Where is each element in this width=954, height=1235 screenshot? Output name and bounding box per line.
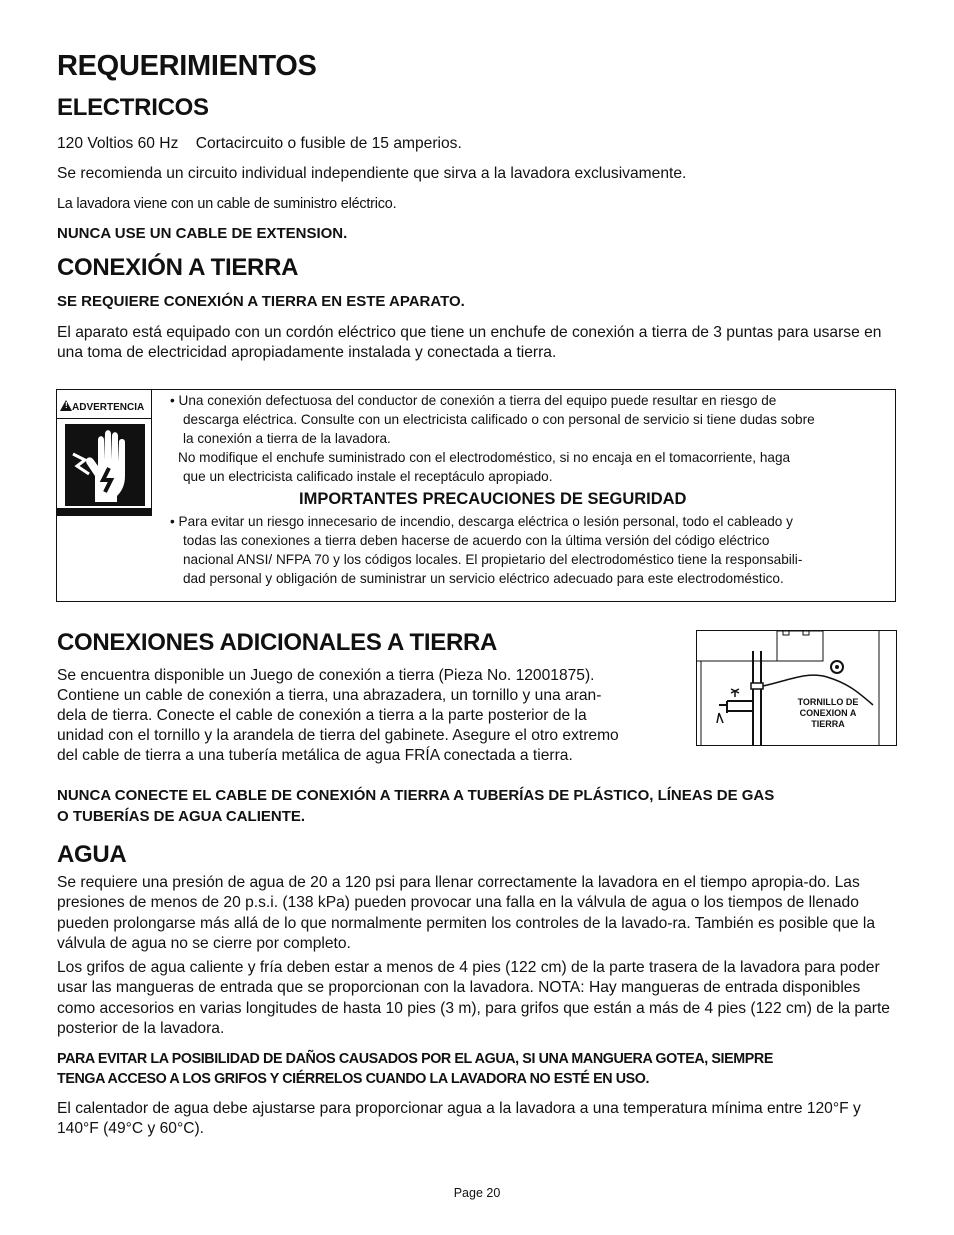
safety-text-4: dad personal y obligación de suministrar un servicio eléctrico adecuado para este electrodoméstico. [183,571,784,586]
warning-triangle-icon: ! [60,400,72,411]
agua-paragraph-3: El calentador de agua debe ajustarse para proporcionar agua a la lavadora a una temperatura mínima entre 120°F y 140°F (49°C y 60°C). [57,1100,861,1138]
warning-icon-panel [57,390,152,516]
warning-text-2: descarga eléctrica. Consulte con un electricista calificado o con personal de servicio si tiene dudas sobre [183,412,815,427]
section-heading-adicionales: CONEXIONES ADICIONALES A TIERRA [57,629,498,656]
adicionales-line-1: Se encuentra disponible un Juego de conexión a tierra (Pieza No. 12001875). [57,667,595,684]
safety-text-3: nacional ANSI/ NFPA 70 y los códigos locales. El propietario del electrodoméstico tiene la responsabili- [183,552,803,567]
electricos-line-1: 120 Voltios 60 Hz Cortacircuito o fusible de 15 amperios. [57,135,462,152]
adicionales-line-5: del cable de tierra a una tubería metálica de agua FRÍA conectada a tierra. [57,747,573,764]
electricos-line-2: Se recomienda un circuito individual independiente que sirva a la lavadora exclusivamente. [57,165,687,182]
warning-text-5: que un electricista calificado instale el receptáculo apropiado. [183,469,553,484]
conexion-requirement: SE REQUIERE CONEXIÓN A TIERRA EN ESTE APARATO. [57,293,465,310]
grounding-diagram [696,630,897,746]
section-heading-agua: AGUA [57,841,127,868]
agua-paragraph-1: Se requiere una presión de agua de 20 a 120 psi para llenar correctamente la lavadora en el tiempo apropia-do. Las presiones de menos de 20 p.s.i. (138 kPa) pueden provocar una falla en la válvula de agua o los tiempos de llenado pueden prolongarse más allá de lo que normalmente permiten los controles de la lavado-ra. También es posible que la válvula de agua no se cierre por completo. [57,874,876,952]
warning-text-1: • Una conexión defectuosa del conductor de conexión a tierra del equipo puede resultar en riesgo de [170,393,777,408]
adicionales-line-4: unidad con el tornillo y la arandela de tierra del gabinete. Asegure el otro extremo [57,727,619,744]
adicionales-warning-2: O TUBERÍAS DE AGUA CALIENTE. [57,808,306,825]
electricos-warning: NUNCA USE UN CABLE DE EXTENSION. [57,225,348,242]
warning-text-4: No modifique el enchufe suministrado con el electrodoméstico, si no encaja en el tomacorriente, haga [178,450,791,465]
warning-text-3: la conexión a tierra de la lavadora. [183,431,391,446]
warning-label: ! ADVERTENCIA [60,400,144,413]
section-heading-conexion: CONEXIÓN A TIERRA [57,254,299,281]
agua-warning-1: PARA EVITAR LA POSIBILIDAD DE DAÑOS CAUSADOS POR EL AGUA, SI UNA MANGUERA GOTEA, SIEMPRE [57,1051,773,1067]
adicionales-line-2: Contiene un cable de conexión a tierra, una abrazadera, un tornillo y una aran- [57,687,602,704]
warning-box [56,389,896,602]
electricos-line-3: La lavadora viene con un cable de suministro eléctrico. [57,196,397,212]
safety-text-1: • Para evitar un riesgo innecesario de incendio, descarga eléctrica o lesión personal, todo el cableado y [170,514,793,529]
safety-subheading: IMPORTANTES PRECAUCIONES DE SEGURIDAD [299,490,687,508]
agua-paragraph-2: Los grifos de agua caliente y fría deben estar a menos de 4 pies (122 cm) de la parte trasera de la lavadora para poder usar las mangueras de entrada que se proporcionan con la lavadora. NOTA: Hay mangueras de entrada disponibles como accesorios en varias longitudes de hasta 10 pies (3 m), para grifos que están a más de 4 pies (122 cm) de la parte posterior de la lavadora. [57,959,890,1037]
adicionales-line-3: dela de tierra. Conecte el cable de conexión a tierra a la parte posterior de la [57,707,587,724]
section-heading-electricos: ELECTRICOS [57,94,209,121]
electric-shock-hand-icon [65,424,145,506]
agua-warning-2: TENGA ACCESO A LOS GRIFOS Y CIÉRRELOS CUANDO LA LAVADORA NO ESTÉ EN USO. [57,1071,650,1087]
conexion-paragraph: El aparato está equipado con un cordón eléctrico que tiene un enchufe de conexión a tierra de 3 puntas para usarse en una toma de electricidad apropiadamente instalada y conectada a tierra. [57,324,882,362]
page-number: Page 20 [453,1186,501,1200]
page-title: REQUERIMIENTOS [57,50,317,82]
adicionales-warning-1: NUNCA CONECTE EL CABLE DE CONEXIÓN A TIERRA A TUBERÍAS DE PLÁSTICO, LÍNEAS DE GAS [57,787,775,804]
grounding-screw-label: TORNILLO DE CONEXION A TIERRA [797,697,859,729]
safety-text-2: todas las conexiones a tierra deben hacerse de acuerdo con la última versión del código eléctrico [183,533,770,548]
